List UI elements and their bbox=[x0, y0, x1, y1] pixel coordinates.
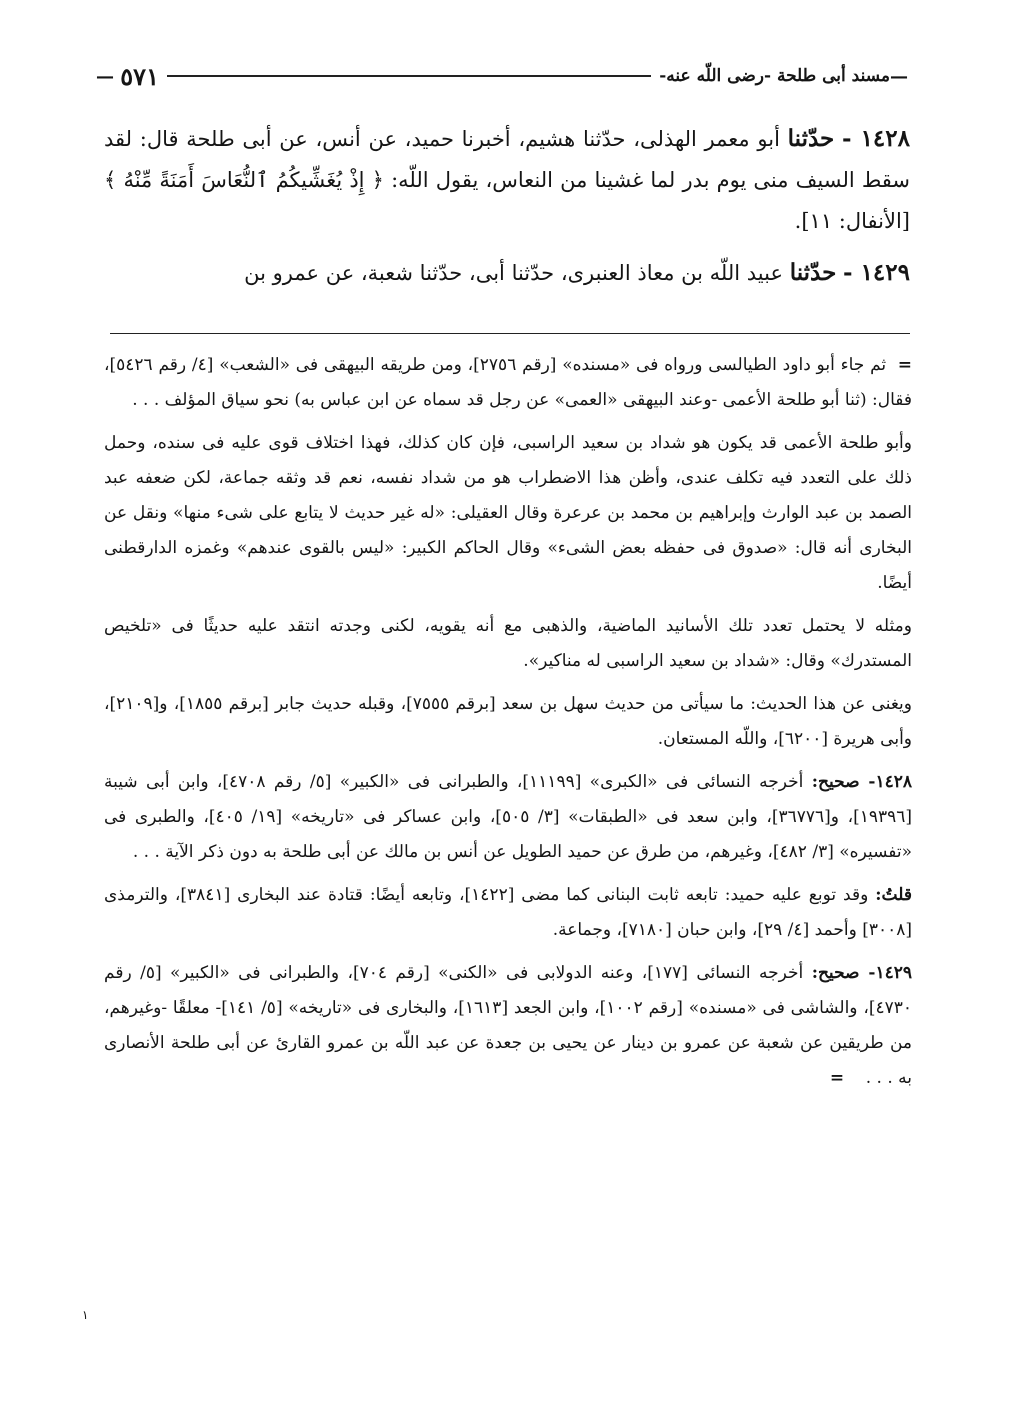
footnote-qult bbox=[104, 878, 912, 948]
footnote-1428 bbox=[104, 765, 912, 870]
footnote-label: قلتُ: bbox=[875, 885, 913, 905]
footnote-text: ومثله لا يحتمل تعدد تلك الأسانيد الماضية، والذهبى مع أنه يقويه، لكنى وجدته انتقد عليه حديثًا فى «تلخيص المستدرك» وقال: «شداد بن سعيد الراسبى له مناكير». bbox=[104, 616, 912, 671]
header-dash-end: — bbox=[96, 65, 121, 87]
footnote-paragraph bbox=[104, 609, 912, 679]
end-mark: = bbox=[829, 1068, 845, 1088]
footnote-paragraph bbox=[104, 348, 912, 418]
footnote-text: ويغنى عن هذا الحديث: ما سيأتى من حديث سهل بن سعد [برقم ٧٥٥٥]، وقبله حديث جابر [برقم ١٨٥٥]، و[٢١٠٩]، وأبى هريرة [٦٢٠٠]، واللّه المستعان. bbox=[104, 694, 912, 749]
footnote-text: ثم جاء أبو داود الطيالسى ورواه فى «مسنده» [رقم ٢٧٥٦]، ومن طريقه البيهقى فى «الشعب» [٤/ رقم ٥٤٢٦]، فقال: (ثنا أبو طلحة الأعمى -وعند البيهقى «العمى» عن رجل قد سماه عن ابن عباس به) نحو سياق المؤلف . . . bbox=[104, 355, 912, 410]
hadith-1428 bbox=[104, 118, 910, 242]
footnotes bbox=[104, 348, 912, 1104]
footnote-1429 bbox=[104, 956, 912, 1096]
footnote-paragraph bbox=[104, 426, 912, 601]
header-rule bbox=[167, 75, 651, 77]
running-header bbox=[96, 62, 908, 90]
hadith-lead: حدّثنا bbox=[789, 259, 837, 286]
footnote-text: أخرجه النسائى فى «الكبرى» [١١١٩٩]، والطبرانى فى «الكبير» [٥/ رقم ٤٧٠٨]، وابن أبى شيبة [١٩٣٩٦]، و[٣٦٧٧٦]، وابن سعد فى «الطبقات» [٣/ ٥٠٥]، وابن عساكر فى «تاريخه» [١٩/ ٤٠٥]، والطبرى فى «تفسيره» [٣/ ٤٨٢]، وغيرهم، من طرق عن حميد الطويل عن أنس بن مالك عن أبى طلحة به دون ذكر الآية . . . bbox=[104, 772, 912, 862]
footnote-label: ١٤٢٩- صحيح: bbox=[811, 963, 912, 983]
margin-mark: ١ bbox=[82, 1308, 89, 1322]
footnote-text: وأبو طلحة الأعمى قد يكون هو شداد بن سعيد الراسبى، فإن كان كذلك، فهذا اختلاف قوى عليه فى سنده، وحمل ذلك على التعدد فيه تكلف عندى، وأظن هذا الاضطراب هو من شداد نفسه، نعم قد وثقه جماعة، لكن ضعفه عبد الصمد بن عبد الوارث وإبراهيم بن محمد بن عرعرة وقال العقيلى: «له غير حديث لا يتابع على شىء منها» ونقل عن البخارى أنه قال: «صدوق فى حفظه بعض الشىء» وقال الحاكم الكبير: «ليس بالقوى عندهم» وغمزه الدارقطنى أيضًا. bbox=[104, 433, 912, 593]
hadith-text: عبيد اللّه بن معاذ العنبرى، حدّثنا أبى، حدّثنا شعبة، عن عمرو بن bbox=[244, 261, 783, 285]
hadith-number: ١٤٢٩ - bbox=[843, 259, 910, 286]
hadith-number: ١٤٢٨ - bbox=[841, 125, 910, 152]
header-dash: — bbox=[890, 65, 908, 87]
hadith-text: أبو معمر الهذلى، حدّثنا هشيم، أخبرنا حميد، عن أنس، عن أبى طلحة قال: لقد سقط السيف منى يوم بدر لما غشينا من النعاس، يقول اللّه: ﴿ إِذْ يُغَشِّيكُمُ ٱلنُّعَاسَ أَمَنَةً مِّنْهُ ﴾ [الأنفال: ١١]. bbox=[104, 127, 910, 233]
footnote-text: وقد توبع عليه حميد: تابعه ثابت البنانى كما مضى [١٤٢٢]، وتابعه أيضًا: قتادة عند البخارى [٣٨٤١]، والترمذى [٣٠٠٨] وأحمد [٤/ ٢٩]، وابن حبان [٧١٨٠]، وجماعة. bbox=[104, 885, 912, 940]
continuation-mark: = bbox=[897, 355, 912, 375]
footnote-text: أخرجه النسائى [١٧٧]، وعنه الدولابى فى «الكنى» [رقم ٧٠٤]، والطبرانى فى «الكبير» [٥/ رقم ٤٧٣٠]، والشاشى فى «مسنده» [رقم ١٠٠٢]، وابن الجعد [١٦١٣]، والبخارى فى «تاريخه» [٥/ ١٤١]- معلقًا -وغيرهم، من طريقين عن شعبة عن عمرو بن دينار عن يحيى بن جعدة عن عبد اللّه بن عمرو القارئ عن أبى طلحة الأنصارى به . . . bbox=[104, 963, 912, 1088]
hadith-lead: حدّثنا bbox=[787, 125, 835, 152]
page-number: ٥٧١ bbox=[120, 61, 159, 91]
footnote-label: ١٤٢٨- صحيح: bbox=[811, 772, 912, 792]
hadith-1429 bbox=[104, 252, 910, 294]
main-text bbox=[104, 118, 910, 304]
header-title: مسند أبى طلحة -رضى اللّه عنه- bbox=[659, 66, 890, 86]
footnote-paragraph bbox=[104, 687, 912, 757]
